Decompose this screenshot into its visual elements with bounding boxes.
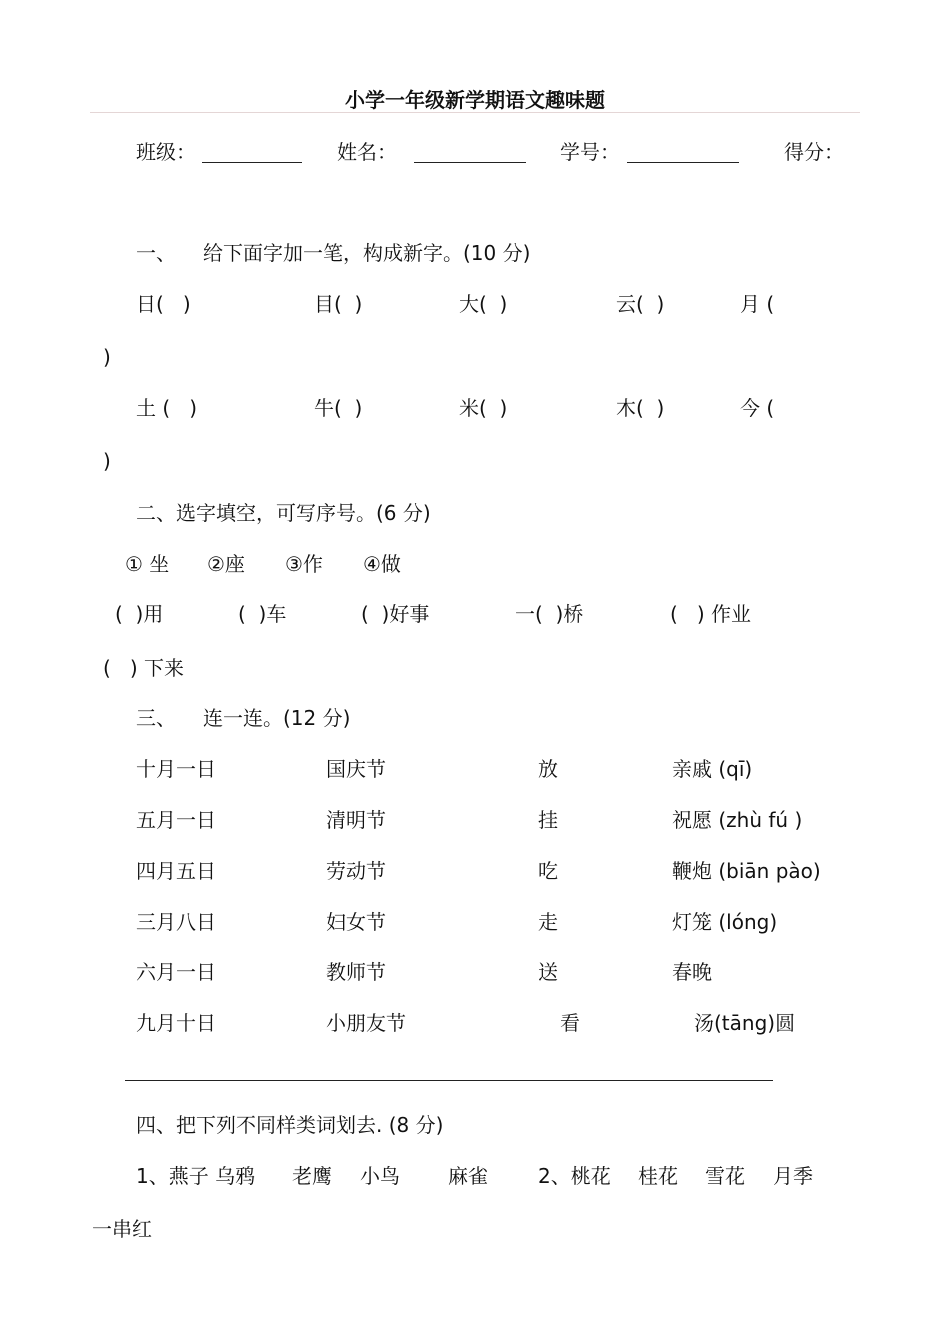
student-id-label: 学号：: [560, 140, 620, 164]
s2-option: ②座: [207, 552, 245, 576]
s3-festival: 清明节: [326, 808, 386, 832]
section3-heading: 连一连。(12 分): [203, 706, 351, 730]
s3-verb: 走: [538, 910, 558, 934]
s1-item-tail: ): [103, 345, 111, 369]
page-title: 小学一年级新学期语文趣味题: [345, 88, 605, 112]
s3-festival: 国庆节: [326, 757, 386, 781]
s3-festival: 妇女节: [326, 910, 386, 934]
s4-word: 雪花: [705, 1164, 745, 1188]
s1-item: 目( ): [314, 292, 363, 316]
section3-number: 三、: [136, 706, 176, 730]
score-label: 得分：: [784, 140, 844, 164]
class-label: 班级：: [136, 140, 196, 164]
s1-item: 米( ): [459, 396, 508, 420]
s2-item: 一( )桥: [515, 602, 584, 626]
section1-heading: 给下面字加一笔，构成新字。(10 分): [203, 241, 531, 265]
s3-object: 灯笼 (lóng): [672, 910, 778, 934]
s4-word: 桂花: [638, 1164, 678, 1188]
s2-option: ① 坐: [125, 552, 170, 576]
s3-date: 六月一日: [136, 960, 216, 984]
s3-festival: 劳动节: [326, 859, 386, 883]
s2-item: ( )好事: [361, 602, 430, 626]
s3-date: 五月一日: [136, 808, 216, 832]
header-divider: [90, 112, 860, 113]
name-blank[interactable]: [414, 142, 526, 163]
s3-festival: 小朋友节: [326, 1011, 406, 1035]
s1-item: 月 (: [740, 292, 775, 316]
s4-word: 小鸟: [360, 1164, 400, 1188]
section4-heading: 四、把下列不同样类词划去. (8 分): [136, 1113, 444, 1137]
s3-date: 九月十日: [136, 1011, 216, 1035]
s2-item-tail: ( ) 下来: [103, 656, 185, 680]
s3-verb: 吃: [538, 859, 558, 883]
s2-option: ③作: [285, 552, 323, 576]
s2-item: ( )用: [115, 602, 164, 626]
s4-word: 1、燕子 乌鸦: [136, 1164, 256, 1188]
section-divider: [125, 1080, 773, 1081]
student-id-blank[interactable]: [627, 142, 739, 163]
name-label: 姓名：: [337, 140, 397, 164]
s2-option: ④做: [363, 552, 401, 576]
s1-item: 木( ): [616, 396, 665, 420]
s2-item: ( )车: [238, 602, 287, 626]
s4-word: 一串红: [92, 1217, 152, 1241]
s1-item: 牛( ): [314, 396, 363, 420]
s1-item: 日( ): [136, 292, 191, 316]
s3-verb: 挂: [538, 808, 558, 832]
s3-date: 三月八日: [136, 910, 216, 934]
s3-festival: 教师节: [326, 960, 386, 984]
s3-object: 春晚: [672, 960, 712, 984]
s3-verb: 看: [560, 1011, 580, 1035]
s1-item-tail: ): [103, 449, 111, 473]
s3-object: 亲戚 (qī): [672, 757, 753, 781]
s1-item: 云( ): [616, 292, 665, 316]
s4-word: 月季: [773, 1164, 813, 1188]
s4-word: 麻雀: [448, 1164, 488, 1188]
s4-word: 老鹰: [292, 1164, 332, 1188]
s1-item: 土 ( ): [136, 396, 198, 420]
section1-number: 一、: [136, 241, 176, 265]
s1-item: 今 (: [740, 396, 775, 420]
section2-heading: 二、选字填空，可写序号。(6 分): [136, 501, 431, 525]
s2-item: ( ) 作业: [670, 602, 752, 626]
s3-date: 十月一日: [136, 757, 216, 781]
s4-word: 2、桃花: [538, 1164, 611, 1188]
s3-verb: 放: [538, 757, 558, 781]
s3-object: 汤(tāng)圆: [694, 1011, 796, 1035]
s3-verb: 送: [538, 960, 558, 984]
class-blank[interactable]: [202, 142, 302, 163]
s3-object: 鞭炮 (biān pào): [672, 859, 821, 883]
s1-item: 大( ): [459, 292, 508, 316]
s3-object: 祝愿 (zhù fú ): [672, 808, 803, 832]
s3-date: 四月五日: [136, 859, 216, 883]
